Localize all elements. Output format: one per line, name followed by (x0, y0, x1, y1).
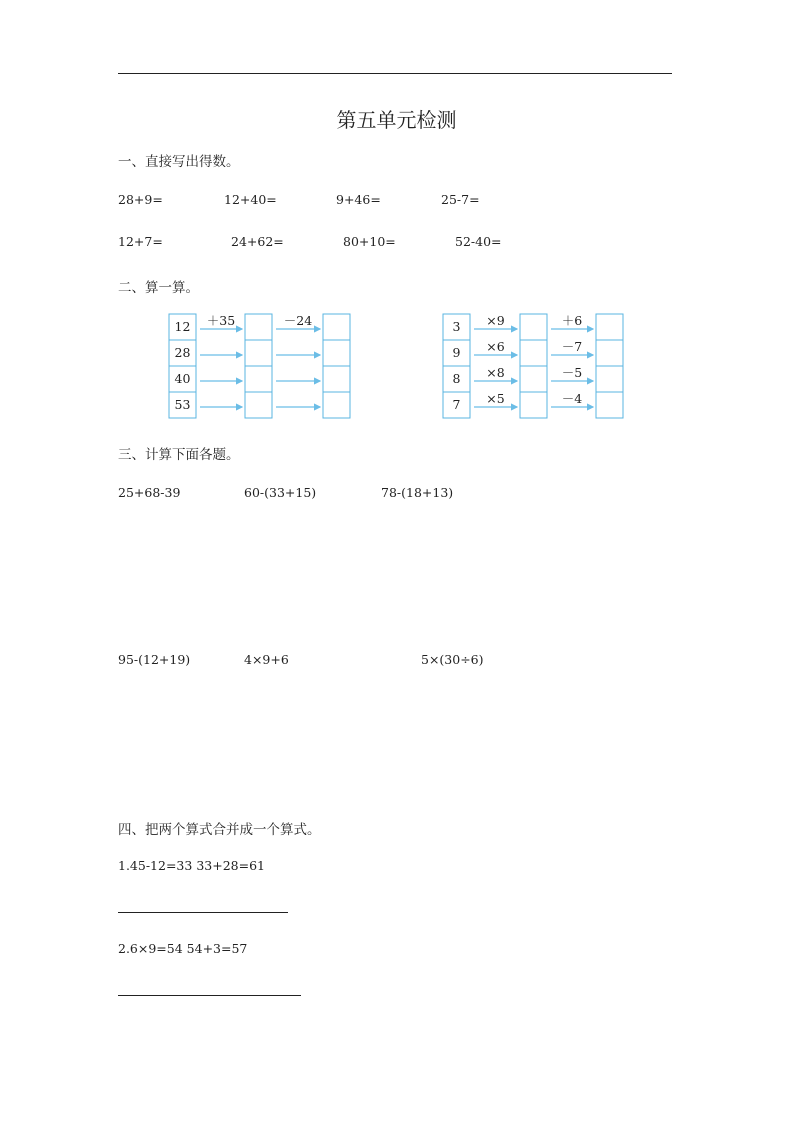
answer-box (520, 314, 547, 340)
operator-label: ×9 (486, 313, 505, 328)
answer-box (323, 366, 350, 392)
calc-problem: 78-(18+13) (381, 485, 454, 500)
oral-problem: 52-40= (455, 234, 502, 249)
section-4-heading: 四、把两个算式合并成一个算式。 (118, 822, 321, 838)
oral-problem: 25-7= (441, 192, 480, 207)
answer-box (596, 314, 623, 340)
operator-label: ＋35 (206, 313, 236, 328)
section-3-heading: 三、计算下面各题。 (118, 447, 240, 463)
operator-label: －4 (561, 391, 583, 406)
answer-line[interactable] (118, 995, 301, 996)
answer-box (245, 392, 272, 418)
oral-problem: 24+62= (231, 234, 284, 249)
operator-label: ×8 (486, 365, 505, 380)
oral-problem: 12+40= (224, 192, 277, 207)
calc-problem: 4×9+6 (244, 652, 289, 667)
input-number: 40 (174, 371, 191, 386)
calc-problem: 95-(12+19) (118, 652, 191, 667)
calc-problem: 25+68-39 (118, 485, 181, 500)
input-number: 28 (174, 345, 191, 360)
answer-box (245, 366, 272, 392)
input-number: 53 (174, 397, 191, 412)
answer-box (245, 340, 272, 366)
combine-problem: 1.45-12=33 33+28=61 (118, 858, 265, 873)
operator-label: ×5 (486, 391, 505, 406)
oral-problem: 9+46= (336, 192, 381, 207)
oral-problem: 12+7= (118, 234, 163, 249)
operator-label: ＋6 (561, 313, 583, 328)
operator-label: －24 (283, 313, 313, 328)
operator-label: －5 (561, 365, 583, 380)
answer-box (596, 340, 623, 366)
flow-diagram-left (169, 313, 350, 418)
answer-box (520, 340, 547, 366)
calc-problem: 60-(33+15) (244, 485, 317, 500)
answer-line[interactable] (118, 912, 288, 913)
oral-problem: 80+10= (343, 234, 396, 249)
input-number: 7 (452, 397, 461, 412)
operator-label: －7 (561, 339, 583, 354)
section-1-heading: 一、直接写出得数。 (118, 154, 240, 170)
input-number: 12 (174, 319, 191, 334)
input-number: 3 (452, 319, 461, 334)
flow-diagram-right (443, 313, 623, 418)
answer-box (323, 392, 350, 418)
input-number: 9 (452, 345, 461, 360)
page-title: 第五单元检测 (336, 108, 457, 132)
answer-box (323, 340, 350, 366)
answer-box (596, 392, 623, 418)
section-2-heading: 二、算一算。 (118, 280, 199, 296)
answer-box (520, 392, 547, 418)
answer-box (323, 314, 350, 340)
oral-problem: 28+9= (118, 192, 163, 207)
answer-box (520, 366, 547, 392)
operator-label: ×6 (486, 339, 505, 354)
calc-problem: 5×(30÷6) (421, 652, 484, 667)
combine-problem: 2.6×9=54 54+3=57 (118, 941, 248, 956)
answer-box (596, 366, 623, 392)
input-number: 8 (452, 371, 461, 386)
answer-box (245, 314, 272, 340)
